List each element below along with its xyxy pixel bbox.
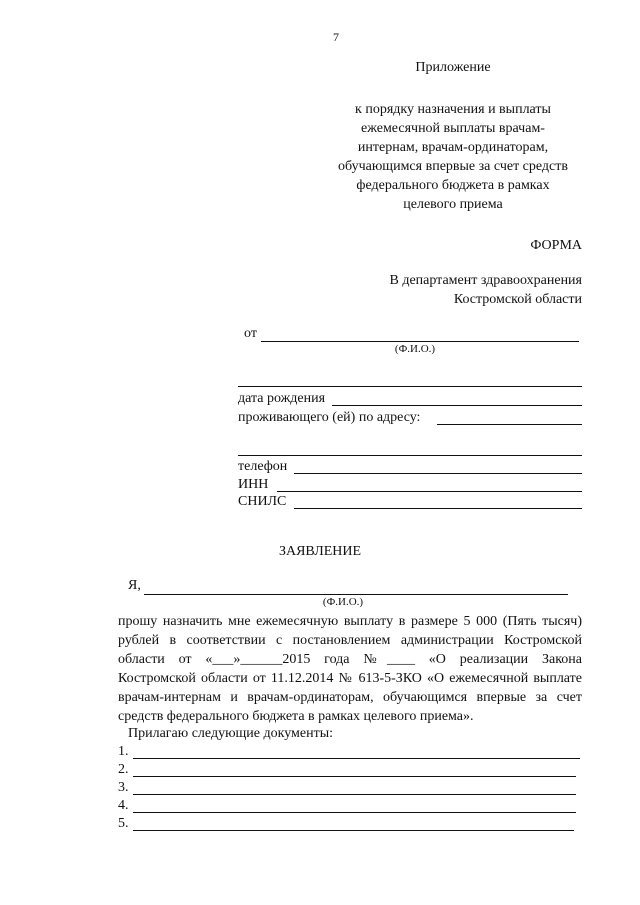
appendix-line: обучающимся впервые за счет средств bbox=[338, 159, 568, 174]
address-continuation-field[interactable] bbox=[238, 455, 582, 456]
from-label: от bbox=[244, 326, 257, 341]
inn-field[interactable] bbox=[277, 491, 582, 492]
statement-line: врачам-интернам и врачам-ординаторам, обучающимся впервые за счет bbox=[118, 690, 582, 705]
statement-line: средств федерального бюджета в рамках целевого приема». bbox=[118, 709, 474, 724]
statement-fio-field[interactable] bbox=[144, 594, 568, 595]
appendix-line: федерального бюджета в рамках bbox=[356, 178, 550, 193]
attachment-field-4[interactable] bbox=[133, 812, 576, 813]
attachment-number: 5. bbox=[118, 816, 129, 831]
attachments-intro: Прилагаю следующие документы: bbox=[128, 726, 334, 741]
birth-date-field[interactable] bbox=[332, 405, 582, 406]
inn-label: ИНН bbox=[238, 477, 269, 492]
appendix-description bbox=[300, 100, 606, 214]
fio-caption: (Ф.И.О.) bbox=[394, 343, 436, 355]
birth-date-label: дата рождения bbox=[238, 391, 326, 406]
address-label: проживающего (ей) по адресу: bbox=[238, 410, 421, 425]
statement-line: прошу назначить мне ежемесячную выплату в размере 5 000 (Пять тысяч) bbox=[118, 614, 582, 629]
attachment-number: 2. bbox=[118, 762, 129, 777]
address-field[interactable] bbox=[437, 424, 582, 425]
form-label: ФОРМА bbox=[530, 238, 582, 253]
appendix-line: интернам, врачам-ординаторам, bbox=[357, 140, 549, 155]
fio-continuation-field[interactable] bbox=[238, 386, 582, 387]
statement-title: ЗАЯВЛЕНИЕ bbox=[278, 544, 362, 559]
snils-label: СНИЛС bbox=[238, 494, 287, 509]
from-fio-field[interactable] bbox=[261, 341, 579, 342]
attachment-field-1[interactable] bbox=[133, 758, 580, 759]
snils-field[interactable] bbox=[294, 508, 582, 509]
attachment-field-5[interactable] bbox=[133, 830, 574, 831]
attachment-field-3[interactable] bbox=[133, 794, 576, 795]
addressee-line-1: В департамент здравоохранения bbox=[389, 273, 582, 288]
page-number: 7 bbox=[333, 30, 339, 44]
attachment-field-2[interactable] bbox=[133, 776, 576, 777]
statement-line: рублей в соответствии с постановлением администрации Костромской bbox=[118, 633, 582, 648]
attachment-number: 3. bbox=[118, 780, 129, 795]
appendix-line: целевого приема bbox=[403, 197, 503, 212]
appendix-title: Приложение bbox=[415, 60, 491, 75]
i-label: Я, bbox=[128, 578, 141, 593]
phone-label: телефон bbox=[238, 459, 288, 474]
statement-fio-caption: (Ф.И.О.) bbox=[322, 596, 364, 608]
phone-field[interactable] bbox=[294, 473, 582, 474]
appendix-line: к порядку назначения и выплаты bbox=[355, 102, 551, 117]
appendix-line: ежемесячной выплаты врачам- bbox=[361, 121, 545, 136]
addressee-line-2: Костромской области bbox=[453, 292, 582, 307]
statement-line: области от «___»______2015 года №____ «О реализации Закона bbox=[118, 652, 582, 667]
statement-line: Костромской области от 11.12.2014 № 613-5-ЗКО «О ежемесячной выплате bbox=[118, 671, 582, 686]
attachment-number: 4. bbox=[118, 798, 129, 813]
statement-body bbox=[118, 612, 582, 726]
attachment-number: 1. bbox=[118, 744, 129, 759]
